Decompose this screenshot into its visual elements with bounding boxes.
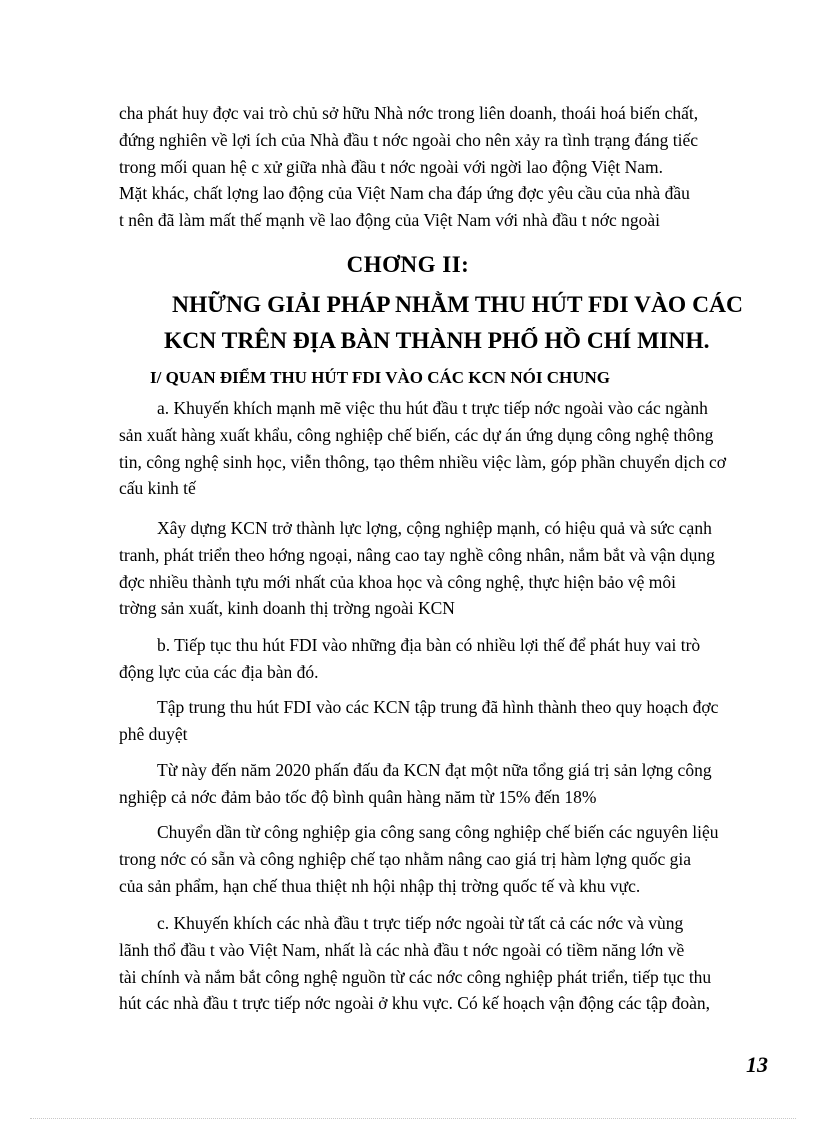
- text-line: Chuyển dần từ công nghiệp gia công sang công nghiệp chế biến các nguyên liệu: [157, 822, 719, 842]
- chapter-title: [140, 287, 780, 359]
- text-line: tin, công nghệ sinh học, viễn thông, tạo thêm nhiều việc làm, góp phần chuyển dịch cơ: [119, 451, 727, 472]
- text-line: của sản phẩm, hạn chế thua thiệt nh hội nhập thị trờng quốc tế và khu vực.: [119, 875, 641, 896]
- paragraph-b: [119, 632, 770, 686]
- paragraph-focus: [119, 694, 770, 748]
- title-line: NHỮNG GIẢI PHÁP NHẰM THU HÚT FDI VÀO CÁC: [172, 292, 743, 318]
- text-line: Xây dựng KCN trở thành lực lợng, cộng nghiệp mạnh, có hiệu quả và sức cạnh: [157, 518, 712, 538]
- text-line: cấu kinh tế: [119, 478, 196, 499]
- text-line: Mặt khác, chất lợng lao động của Việt Nam cha đáp ứng đợc yêu cầu của nhà đầu: [119, 183, 690, 204]
- text-line: trong mối quan hệ c xử giữa nhà đầu t nớc ngoài với ngời lao động Việt Nam.: [119, 156, 664, 177]
- chapter-heading: CHƠNG II:: [346, 252, 470, 277]
- text-line: tranh, phát triển theo hớng ngoại, nâng cao tay nghề công nhân, nắm bắt và vận dụng: [119, 544, 715, 565]
- text-line: phê duyệt: [119, 723, 188, 744]
- text-line: Từ này đến năm 2020 phấn đấu đa KCN đạt một nữa tổng giá trị sản lợng công: [157, 760, 712, 780]
- text-line: đứng nghiên về lợi ích của Nhà đầu t nớc ngoài cho nên xảy ra tình trạng đáng tiếc: [119, 129, 699, 150]
- text-line: t nên đã làm mất thế mạnh về lao động của Việt Nam với nhà đầu t nớc ngoài: [119, 210, 661, 231]
- page-number: 13: [746, 1052, 768, 1077]
- text-line: đợc nhiều thành tựu mới nhất của khoa học và công nghệ, thực hiện bảo vệ môi: [119, 571, 676, 592]
- section-heading: I/ QUAN ĐIỂM THU HÚT FDI VÀO CÁC KCN NÓI CHUNG: [150, 368, 610, 387]
- text-line: động lực của các địa bàn đó.: [119, 661, 319, 682]
- text-line: b. Tiếp tục thu hút FDI vào những địa bàn có nhiều lợi thế để phát huy vai trò: [157, 635, 701, 655]
- intro-paragraph: [119, 100, 770, 234]
- paragraph-shift-industry: [119, 819, 770, 899]
- text-line: Tập trung thu hút FDI vào các KCN tập trung đã hình thành theo quy hoạch đợc: [157, 697, 719, 717]
- paragraph-c: [119, 910, 770, 1017]
- text-line: nghiệp cả nớc đảm bảo tốc độ bình quân hàng năm từ 15% đến 18%: [119, 786, 597, 807]
- footer-divider: [30, 1118, 796, 1119]
- text-line: c. Khuyến khích các nhà đầu t trực tiếp nớc ngoài từ tất cả các nớc và vùng: [157, 913, 684, 933]
- paragraph-a: [119, 395, 770, 502]
- paragraph-2020-target: [119, 757, 770, 811]
- title-line: KCN TRÊN ĐỊA BÀN THÀNH PHỐ HỒ CHÍ MINH.: [164, 328, 710, 354]
- paragraph-build-kcn: [119, 515, 770, 622]
- text-line: trong nớc có sẵn và công nghiệp chế tạo nhằm nâng cao giá trị hàm lợng quốc gia: [119, 848, 692, 869]
- text-line: a. Khuyến khích mạnh mẽ việc thu hút đầu t trực tiếp nớc ngoài vào các ngành: [157, 398, 708, 418]
- text-line: trờng sản xuất, kinh doanh thị trờng ngoài KCN: [119, 598, 455, 619]
- text-line: cha phát huy đợc vai trò chủ sở hữu Nhà nớc trong liên doanh, thoái hoá biến chất,: [119, 103, 699, 123]
- text-line: sản xuất hàng xuất khẩu, công nghiệp chế biến, các dự án ứng dụng công nghệ thông: [119, 424, 714, 445]
- text-line: hút các nhà đầu t trực tiếp nớc ngoài ở khu vực. Có kế hoạch vận động các tập đoàn,: [119, 993, 710, 1014]
- text-line: lãnh thổ đầu t vào Việt Nam, nhất là các nhà đầu t nớc ngoài có tiềm năng lớn về: [119, 939, 685, 960]
- text-line: tài chính và nắm bắt công nghệ nguồn từ các nớc công nghiệp phát triển, tiếp tục thu: [119, 966, 712, 987]
